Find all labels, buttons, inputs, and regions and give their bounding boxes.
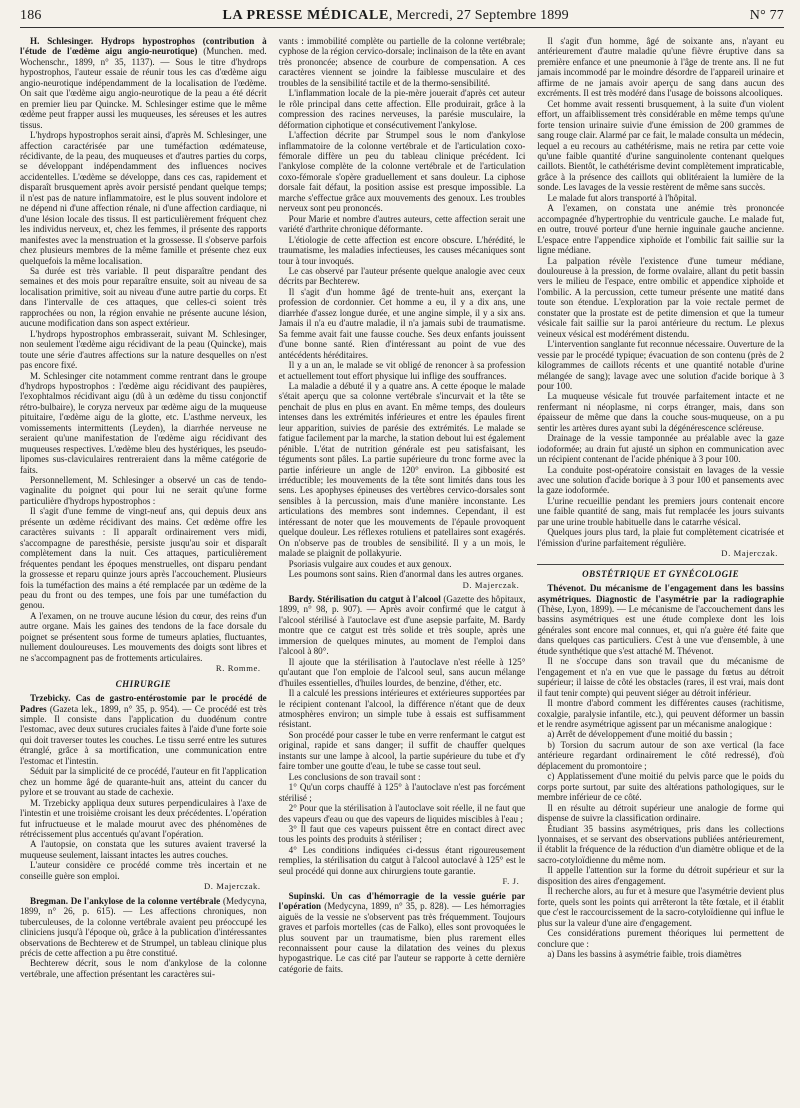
paragraph: Quelques jours plus tard, la plaie fut complètement cicatrisée et l'émission d'urine parfaitement régulière.: [537, 527, 784, 548]
author-signature: D. Majerczak.: [203, 881, 261, 892]
paragraph: (Gazette des hôpitaux, 1899, n° 98, p. 907). — Après avoir confirmé que le catgut à l'alcool stérilisé à l'autoclave est d'une asepsie parfaite, M. Bardy montre que ce catgut est très solide et très souple, après une immersion de quelques minutes, au moment de l'emploi dans l'alcool à 80°.: [278, 594, 526, 657]
paragraph: Il a calculé les pressions intérieures et extérieures supportées par le récipient contenant l'alcool, la différence n'étant que de deux atmosphères environ; un simple tube à essais est suffisamment résistant.: [278, 688, 526, 730]
article-supinski: [279, 891, 526, 975]
section-heading: OBSTÉTRIQUE ET GYNÉCOLOGIE: [537, 564, 784, 579]
paragraph: Personnellement, M. Schlesinger a observé un cas de tendo-vaginalite du poignet qui pour lui ne serait qu'une forme particulière d'hydrops hypostrophos :: [20, 475, 267, 506]
paragraph: 2° Pour que la stérilisation à l'autoclave soit réelle, il ne faut que des vapeurs d'eau ou que des vapeurs de liquides miscibles à l'eau ;: [278, 803, 526, 824]
paragraph: Il ajoute que la stérilisation à l'autoclave n'est réelle à 125° qu'autant que l'on emploie de l'alcool seul, sans aucun mélange d'huiles essentielles, d'huiles lourdes, de benzine, d'éther, etc.: [278, 656, 526, 688]
article-schlesinger: [20, 36, 267, 130]
paragraph: Le malade fut alors transporté à l'hôpital.: [547, 192, 697, 203]
paragraph: a) Arrêt de développement d'une moitié du bassin ;: [547, 729, 733, 740]
paragraph: 3° Il faut que ces vapeurs puissent être en contact direct avec tous les points des produits à stériliser ;: [278, 823, 526, 845]
paragraph: Séduit par la simplicité de ce procédé, l'auteur en fit l'application chez un homme âgé de quarante-huit ans, atteint du cancer du pylore et se trouvant au stade de cachexie.: [20, 766, 267, 798]
paragraph: a) Dans les bassins à asymétrie faible, trois diamètres: [547, 948, 742, 959]
paragraph: (Thèse, Lyon, 1899). — Le mécanisme de l'accouchement dans les bassins asymétriques est une étude complexe dont les lois générales sont encore mal connues, et, qui n'a guère été faite que dans quelques cas particuliers. C'est à une vue d'ensemble, à une étude synthétique que s'est attaché M. Thévenot.: [537, 604, 784, 656]
paragraph: L'affection décrite par Strumpel sous le nom d'ankylose inflammatoire de la colonne vertébrale et de l'articulation coxo-fémorale diffère un peu du tableau clinique précédent. Ici l'ankylose complète de la colonne vertébrale et de l'articulation coxo-fémorale s'opère graduellement et sans douleur. La ciphose dorsale fait défaut, la position assise est presque impossible. La marche s'effectue grâce aux mouvements des genoux. Les troubles nerveux sont peu prononcés.: [278, 130, 526, 214]
article-thevenot: [537, 583, 784, 656]
paragraph: L'auteur considère ce procédé comme très incertain et ne conseille guère son emploi.: [20, 860, 267, 881]
column-2: [279, 36, 526, 1108]
paragraph: 1° Qu'un corps chauffé à 125° à l'autoclave n'est pas forcément stérilisé ;: [278, 782, 526, 803]
paragraph: Il y a un an, le malade se vit obligé de renoncer à sa profession et actuellement tout effort physique lui inflige des souffrances.: [278, 360, 526, 381]
paragraph: Les poumons sont sains. Rien d'anormal dans les autres organes.: [288, 569, 524, 580]
paragraph: Pour Marie et nombre d'autres auteurs, cette affection serait une variété d'arthrite chronique déformante.: [278, 213, 526, 235]
paragraph: L'hydrops hypostrophos serait ainsi, d'après M. Schlesinger, une affection caractérisée par une tuméfaction œdémateuse, récidivante, de la peau, des muqueuses et d'autres parties du corps, se développant indépendamment des influences nocives accidentelles. L'œdème se développe, dans ces cas, rapidement et disparaît brusquement après avoir persisté pendant quelque temps; il n'est pas de nature inflammatoire, est le plus souvent indolore et ne dépend ni d'une affection rénale, ni d'une affection cardiaque, ni d'une lésion locale des tissus. Il est particulièrement fréquent chez les individus nerveux, et, chez les femmes, il présente des rapports manifestes avec la menstruation et la grossesse. Il s'observe parfois chez plusieurs membres de la même famille et présente chez eux quelquefois la même localisation.: [20, 130, 267, 266]
page-number: 186: [20, 8, 42, 23]
paragraph: Ces considérations purement théoriques lui permettent de conclure que :: [537, 928, 784, 949]
paragraph: L'hydrops hypostrophos embrasserait, suivant M. Schlesinger, non seulement l'œdème aigu récidivant de la peau (Quincke), mais toute une série d'autres affections sur la nature desquelles on n'est pas encore fixé.: [20, 328, 267, 371]
article-trzebicky: [20, 693, 267, 766]
paragraph: Il s'agit d'une femme de vingt-neuf ans, qui depuis deux ans présente un œdème récidivant des mains. Cet œdème offre les caractères suivants : Il apparaît ordinairement vers midi, s'accompagne de paresthésie, persiste jusqu'au soir et disparaît complètement dans la nuit. Ces attaques, particulièrement fréquentes pendant les époques menstruelles, ont disparu pendant la grossesse et reparu quinze jours après l'accouchement. Plusieurs fois la tuméfaction des mains a été remplacée par un œdème de la peau du front ou des tempes, une fois par une tuméfaction du genou.: [20, 506, 267, 611]
paragraph: La palpation révèle l'existence d'une tumeur médiane, douloureuse à la pression, de forme ovalaire, allant du petit bassin vers le milieu de l'espace, entre ombilic et appendice xiphoïde et l'ombilic. A la percussion, cette tumeur présente une matité dans toute son étendue. L'exploration par la voie rectale permet de constater que la prostate est de petite dimension et que la tumeur vésicale fait saillie sur la paroi antérieure du rectum. Le plexus veineux vésical est modérément distendu.: [537, 255, 784, 339]
paragraph: Sa durée est très variable. Il peut disparaître pendant des semaines et des mois pour reparaître ensuite, soit au niveau de sa localisation primitive, soit au niveau d'une autre partie du corps. Et dans l'intervalle de ces attaques, que celles-ci soient très rapprochées ou non, la région envahie ne présente aucune lésion, aucune modification dans son aspect extérieur.: [20, 265, 267, 329]
paragraph: Il s'agit d'un homme âgé de trente-huit ans, exerçant la profession de cordonnier. Cet homme a eu, il y a dix ans, une diarrhée d'assez longue durée, et une angine simple, il y a six ans. Jamais il n'a eu d'autre maladie, il n'a jamais subi de traumatisme. Sa femme avait fait une fausse couche. Ses deux enfants jouissent d'une bonne santé. Rien d'intéressant au point de vue des antécédents héréditaires.: [278, 286, 526, 360]
journal-title: LA PRESSE MÉDICALE: [222, 8, 389, 23]
paragraph: L'intervention sanglante fut reconnue nécessaire. Ouverture de la vessie par le procédé typique; évacuation de son contenu (près de 2 kilogrammes de caillots récents et une quantité notable d'urine mélangée de sang); lavage avec une solution d'acide borique à 3 pour 100.: [537, 339, 784, 391]
article-heading: Supinski. Un cas d'hémorragie de la vessie guérie par l'opération: [278, 890, 526, 912]
paragraph: A l'autopsie, on constata que les sutures avaient traversé la muqueuse seulement, laissant intactes les autres couches.: [20, 839, 267, 860]
paragraph: b) Torsion du sacrum autour de son axe vertical (la face antérieure regardant ordinairement le côté redressé), d'où déplacement du promontoire ;: [537, 739, 784, 771]
paragraph: Les conclusions de son travail sont :: [288, 771, 421, 782]
paragraph: Cet homme avait ressenti brusquement, à la suite d'un violent effort, un affaiblissement très considérable en même temps qu'une forte tension urinaire suivie d'une émission de 200 grammes de sang rouge clair. Alarmé par ce fait, le malade consulta un médecin, lequel a eu recours au cathétérisme, mais ne retira par cette voie qu'une faible quantité d'urine sanguinolente contenant quelques caillots. Bientôt, le cathétérisme devint complètement impraticable, grâce à la présence des caillots qui oblitéraient la lumière de la sonde. Les lavages de la vessie restèrent de même sans succès.: [537, 98, 784, 193]
paragraph: c) Applatissement d'une moitié du pelvis parce que le poids du corps porte surtout, par suite des altérations pathologiques, sur le membre inférieur de ce côté.: [537, 771, 784, 803]
paragraph: L'urine recueillie pendant les premiers jours contenait encore une faible quantité de sang, mais fut remplacée les jours suivants par une urine trouble habituelle dans le catarrhe vésical.: [537, 495, 784, 527]
paragraph: (Medycyna, 1899, n° 35, p. 828). — Les hémorragies aiguës de la vessie ne s'observent pas très fréquemment. Toujours graves et parfois mortelles (cas de Falko), elles sont provoquées le plus souvent par un traumatisme, bien plus rarement elles reconnaissent pour cause la dilatation des veines du plexus hypogastrique. Le cas cité par l'auteur se rapporte à cette dernière catégorie de faits.: [278, 901, 526, 974]
page-header: [20, 8, 784, 28]
paragraph: vants : immobilité complète ou partielle de la colonne vertébrale; cyphose de la région cervico-dorsale; inclinaison de la tête en avant très prononcée; absence de courbure de compensation. A ces caractères viennent se joindre la faiblesse musculaire et des troubles de la sensibilité tactile et de la thermo-sensibilité.: [278, 36, 526, 88]
paragraph: Il montre d'abord comment les différentes causes (rachitisme, coxalgie, paralysie infantile, etc.), qui peuvent déformer un bassin et le rendre asymétrique agissent par un mécanisme analogique :: [537, 698, 784, 729]
paragraph: A l'examen, on ne trouve aucune lésion du cœur, des reins d'un autre organe. Mais les gaines des tendons de la face dorsale du poignet se présentent sous forme de tumeurs aplaties, fluctuantes, nullement douloureuses. Les mouvements des doigts sont libres et ne s'accompagnent pas de frottements articulaires.: [20, 610, 267, 663]
paragraph: L'étiologie de cette affection est encore obscure. L'hérédité, le traumatisme, les maladies infectieuses, les causes mécaniques sont tour à tour invoqués.: [278, 234, 526, 266]
paragraph: La conduite post-opératoire consistait en lavages de la vessie avec une solution d'acide borique à 3 pour 100 et pansements avec la gaze iodoformée.: [537, 464, 784, 496]
paragraph: Il s'agit d'un homme, âgé de soixante ans, n'ayant eu antérieurement d'autre maladie qu'une fièvre éruptive dans sa première enfance et une pneumonie à l'âge de trente ans. Il ne fut jamais incommodé par le moindre désordre de l'appareil urinaire et affirme de ne jamais avoir aperçu de sang dans aucun des excréments. Il est très modéré dans l'usage de boissons alcooliques.: [537, 36, 784, 99]
author-signature: R. Romme.: [215, 663, 261, 674]
paragraph: Bechterew décrit, sous le nom d'ankylose de la colonne vertébrale, une affection présentant les caractères sui-: [20, 958, 267, 979]
author-signature: F. J.: [502, 876, 520, 887]
paragraph: Il en résulte au détroit supérieur une analogie de forme qui dispense de suivre la classification ordinaire.: [537, 802, 784, 824]
author-signature: D. Majerczak.: [721, 548, 779, 559]
issue-date: Mercredi, 27 Septembre 1899: [396, 8, 569, 23]
paragraph: Drainage de la vessie tamponnée au préalable avec la gaze iodoformée; au drain fut ajusté un siphon en communication avec un récipient contenant de l'acide phénique à 3 pour 100.: [537, 433, 784, 465]
paragraph: A l'examen, on constata une anémie très prononcée accompagnée d'hypertrophie du ventricule gauche. Le malade fut, en outre, trouvé porteur d'une hernie inguinale gauche ancienne. L'espace entre l'appendice xiphoïde et l'ombilic fait saillie sur la ligne médiane.: [537, 203, 784, 256]
paragraph: Psoriasis vulgaire aux coudes et aux genoux.: [288, 558, 452, 569]
paragraph: L'inflammation locale de la pie-mère jouerait d'après cet auteur le rôle principal dans cette affection. Elle produirait, grâce à la compression des racines nerveuses, la parésie musculaire, la déformation ciphotique et consécutivement l'ankylose.: [278, 88, 526, 130]
section-heading: CHIRURGIE: [115, 678, 172, 689]
masthead: LA PRESSE MÉDICALE, Mercredi, 27 Septembre 1899: [222, 8, 569, 23]
article-heading: Bardy. Stérilisation du catgut à l'alcool: [288, 594, 441, 605]
paragraph: Il recherche alors, au fur et à mesure que l'asymétrie devient plus forte, quels sont les points qui arrêteront la tête fœtale, et il établit que c'est le raccourcissement de la sacro-cotyloïdienne qui influe le plus sur la valeur d'une aire d'engagement.: [537, 886, 784, 928]
article-bardy: [279, 594, 526, 657]
paragraph: Son procédé pour casser le tube en verre renfermant le catgut est original, rapide et sans danger; il suffit de chauffer quelques instants sur une lampe à alcool, la partie supérieure du tube et d'y faire tomber une goutte d'eau, le tube se casse tout seul.: [278, 729, 526, 772]
article-heading: H. Schlesinger. Hydrops hypostrophos (contribution à l'étude de l'œdème aigu angio-neurotique): [20, 36, 267, 57]
article-columns: [20, 36, 784, 1108]
article-heading: Thévenot. Du mécanisme de l'engagement dans les bassins asymétriques. Diagnostic de l'asymétrie par la radiographie: [537, 583, 784, 604]
paragraph: (Munchen. med. Wochenschr., 1899, n° 35, 1137). — Sous le titre d'hydrops hypostrophos, l'auteur essaie de réunir tous les cas d'œdème aigu angio-neurotique indépendamment de la localisation de l'œdème. On sait que l'œdème aigu angio-neurotique de la peau a été décrit en premier lieu par Quincke. M. Schlesinger estime que le même œdème peut frapper aussi les muqueuses, les séreuses et les autres tissus.: [20, 46, 267, 130]
paragraph: La muqueuse vésicale fut trouvée parfaitement intacte et ne renfermant ni néoplasme, ni corps étranger, mais, dans son épaisseur de même que dans la couche sous-muqueuse, on a pu sentir les artères dures ayant subi la dégénérescence scléreuse.: [537, 391, 784, 433]
paragraph: M. Schlesinger cite notamment comme rentrant dans le groupe d'hydrops hypostrophos : l'œdème aigu récidivant des paupières, l'exophtalmos récidivant aigu (dû à un œdème du tissu conjonctif rétro-bulbaire), le coryza nerveux par œdème aigu de la muqueuse pituitaire, l'œdème aigu de la glotte, etc. L'asthme nerveux, les vomissements intermittents (Leyden), la diarrhée nerveuse ne seraient qu'une manifestation de l'œdème aigu récidivant des muqueuses respectives. L'œdème bleu des hystériques, les pseudo-lipomes sus-claviculaires rentreraient dans la même catégorie de faits.: [20, 370, 267, 475]
paragraph: La maladie a débuté il y a quatre ans. A cette époque le malade s'était aperçu que sa colonne vertébrale s'incurvait et la tête se penchait de plus en plus en avant. En même temps, des douleurs intenses dans les extrémités inférieures et entre les épaules firent leur apparition, suivies de parésie des extrémités. Le malade se fatigue facilement par la marche, la station debout lui est également pénible. L'état de nutrition générale est peu satisfaisant, les téguments sont pâles. La partie supérieure du tronc forme avec la partie inférieure un angle de 120° environ. La gibbosité est irréductible; les mouvements de la tête sont limités dans tous les sens. Les apophyses épineuses des vertèbres cervico-dorsales sont sensibles à la percussion, mais d'une manière inconstante. Les articulations des membres sont indemnes. Cependant, il est intéressant de noter que les mouvements de l'épaule provoquent quelque douleur. Les réflexes rotuliens et patellaires sont exagérés. On n'observe pas de troubles de sensibilité. Il y a un mois, le malade se plaignit de pollakyurie.: [278, 380, 526, 559]
article-heading: Trzebicky. Cas de gastro-entérostomie par le procédé de Padres: [20, 693, 267, 714]
paragraph: 4° Les conditions indiquées ci-dessus étant rigoureusement remplies, la stérilisation du catgut à l'alcool autoclavé à 125° est le seul procédé qui donne aux chirurgiens toute garantie.: [278, 844, 526, 876]
column-1: [20, 36, 267, 1108]
issue-number: N° 77: [749, 8, 784, 23]
paragraph: Étudiant 35 bassins asymétriques, pris dans les collections lyonnaises, et se servant des observations publiées antérieurement, il établit la fréquence de la réduction d'un diamètre oblique et de la sacro-cotyloïdienne du même nom.: [537, 823, 784, 865]
paragraph: M. Trzebicky appliqua deux sutures perpendiculaires à l'axe de l'intestin et une troisième croisant les deux précédentes. L'opération fut infructueuse et le malade mourut avec des phénomènes de rétrécissement plus accentués qu'avant l'opération.: [20, 797, 267, 839]
column-3: [537, 36, 784, 1108]
paragraph: (Gazeta lek., 1899, n° 35, p. 954). — Ce procédé est très simple. Il consiste dans l'application du duodénum contre l'estomac, avec deux sutures cruciales faites à l'aide d'une forte soie qui doit traverser toutes les couches. Le tissu serré entre les sutures étranglé, grâce à sa mortification, une communication entre l'estomac et l'intestin.: [20, 703, 267, 766]
article-bregman: [20, 896, 267, 959]
paragraph: Il ne s'occupe dans son travail que du mécanisme de l'engagement et n'a en vue que le passage du fœtus au détroit supérieur; il laisse de côté les obstacles (rares, il est vrai, mais dont il faut tenir compte) qui peuvent siéger au détroit inférieur.: [537, 656, 784, 698]
paragraph: (Medycyna, 1899, n° 26, p. 615). — Les affections chroniques, non tuberculeuses, de la colonne vertébrale avaient peu préoccupé les cliniciens jusqu'à l'époque où, grâce à la publication d'intéressantes observations de Bechterew et de Strumpel, un tableau clinique plus précis de cette affection a pu être constitué.: [20, 895, 267, 958]
author-signature: D. Majerczak.: [462, 579, 520, 590]
paragraph: Le cas observé par l'auteur présente quelque analogie avec ceux décrits par Bechterew.: [278, 265, 526, 287]
paragraph: Il appelle l'attention sur la forme du détroit supérieur et sur la disposition des aires d'engagement.: [537, 865, 784, 886]
article-heading: Bregman. De l'ankylose de la colonne vertébrale: [30, 895, 221, 906]
